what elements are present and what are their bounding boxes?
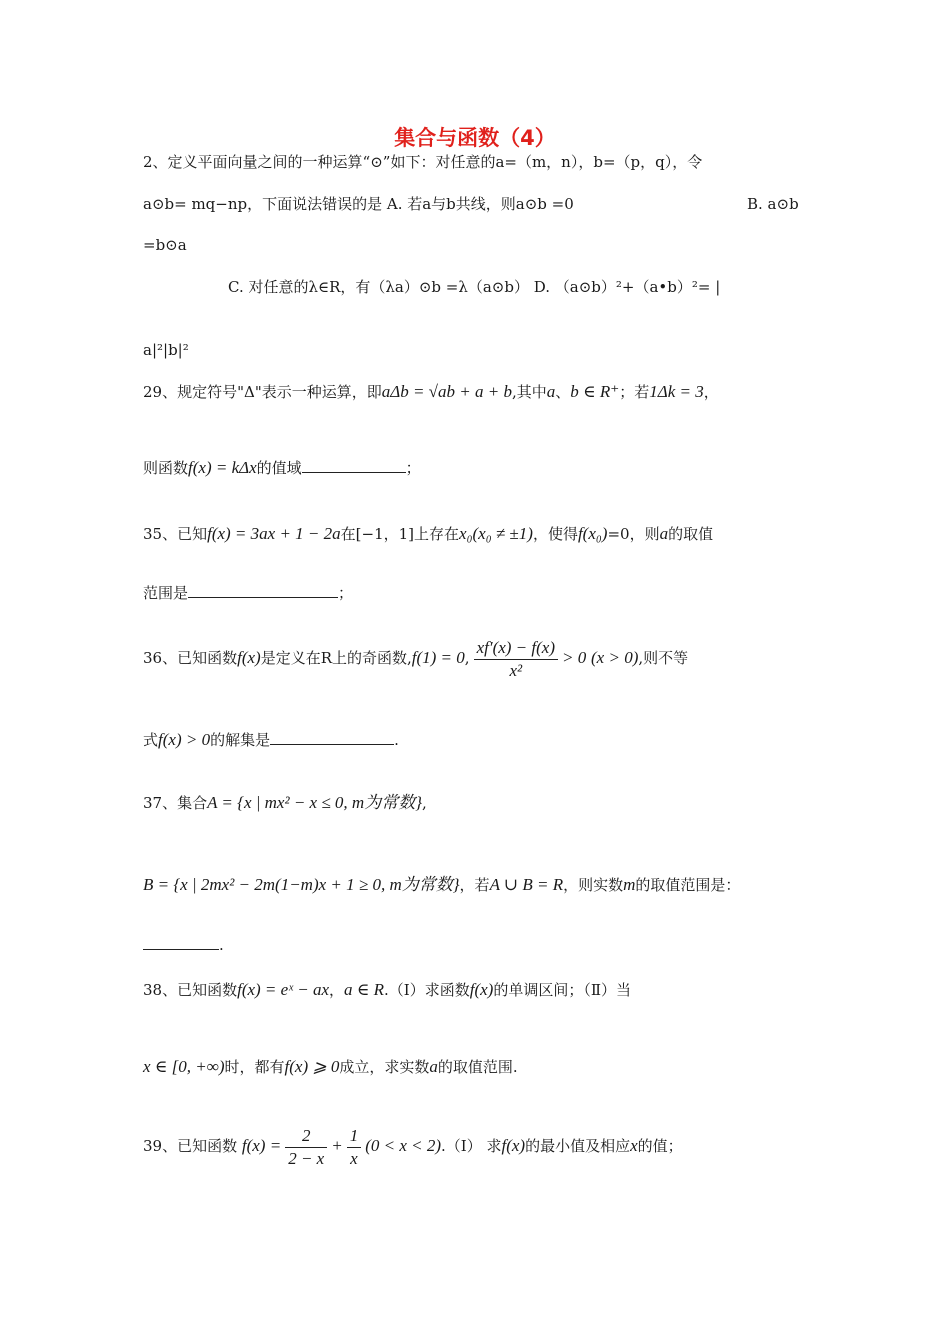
q37-line3	[143, 933, 224, 957]
q39-numerator-1: 2	[285, 1125, 327, 1148]
q38-text-g: 的取值范围.	[437, 1058, 518, 1076]
q36-f1: f(1) = 0	[411, 648, 465, 667]
q39-line1	[143, 1122, 683, 1170]
q39-fx-label: f(x) =	[241, 1136, 282, 1155]
q38-text-e: 时，都有	[224, 1058, 285, 1076]
q39-plus: +	[331, 1136, 343, 1155]
q38-var-a: a	[429, 1057, 438, 1076]
q37-set-a: A = {x | mx² − x ≤ 0, m为常数}	[207, 793, 423, 812]
q39-text-b: .（Ⅰ） 求	[441, 1137, 502, 1155]
q36-text-a: 36、已知函数	[143, 649, 238, 667]
q35-answer-blank[interactable]	[188, 583, 338, 598]
q29-text-c: 、	[555, 383, 571, 401]
q36-text-g: .	[394, 731, 399, 749]
q38-function: f(x) = eˣ − ax	[237, 980, 330, 999]
q39-text-a: 39、已知函数	[143, 1137, 238, 1155]
q38-condition: f(x) ⩾ 0	[284, 1057, 340, 1076]
q36-fx: f(x)	[237, 648, 261, 667]
q2-line3: =b⊙a	[143, 236, 187, 254]
q36-denominator: x²	[509, 660, 523, 680]
q37-text-f: .	[219, 936, 224, 954]
q39-fraction-1	[285, 1125, 327, 1170]
q37-var-m: m	[623, 875, 636, 894]
q35-text-f: 范围是	[143, 584, 189, 602]
q36-numerator: xf′(x) − f(x)	[474, 637, 558, 660]
q36-text-d: ,则不等	[638, 649, 689, 667]
q29-var-a: a	[546, 382, 556, 401]
q35-x0: x₀(x₀ ≠ ±1)	[459, 524, 533, 543]
q38-text-b: ，	[329, 981, 345, 999]
q2-option-b: B. a⊙b	[747, 195, 799, 213]
q2-line4: C. 对任意的λ∈R，有（λa）⊙b =λ（a⊙b） D. （a⊙b）²+（a•b）²= |	[228, 278, 721, 296]
q39-fraction-2	[347, 1125, 362, 1170]
q29-text-f: 则函数	[143, 459, 189, 477]
q38-line1	[143, 978, 631, 1002]
q29-var-b: b ∈ R⁺	[570, 382, 620, 401]
q37-text-e: 的取值范围是：	[635, 876, 741, 894]
q35-text-a: 35、已知	[143, 525, 208, 543]
q38-text-d: 的单调区间；（Ⅱ）当	[493, 981, 632, 999]
q37-text-b: ,	[422, 794, 427, 812]
q38-text-c: .（Ⅰ）求函数	[384, 981, 470, 999]
q29-formula-op: aΔb = √ab + a + b	[381, 382, 512, 401]
q37-text-c: ，若	[459, 876, 490, 894]
q36-domain: (x > 0)	[591, 648, 639, 667]
q29-text-e: ，	[703, 383, 719, 401]
q37-line2	[143, 873, 740, 897]
q36-answer-blank[interactable]	[270, 730, 394, 745]
q37-text-a: 37、集合	[143, 794, 208, 812]
q36-text-e: 式	[143, 731, 159, 749]
q2-line5: a|²|b|²	[143, 341, 189, 359]
q39-denominator-2: x	[350, 1148, 358, 1168]
q36-gt0: > 0	[562, 648, 587, 667]
page-title: 集合与函数（4）	[394, 126, 556, 150]
q35-text-d: =0，则	[607, 525, 660, 543]
q36-line1	[143, 633, 688, 683]
q38-line2	[143, 1055, 518, 1079]
q38-text-a: 38、已知函数	[143, 981, 238, 999]
q35-text-c: ，使得	[532, 525, 578, 543]
q2-line2: a⊙b= mq−np，下面说法错误的是 A. 若a与b共线，则a⊙b =0	[143, 195, 574, 213]
q35-text-g: ；	[338, 584, 354, 602]
q29-function: f(x) = kΔx	[188, 458, 257, 477]
q36-text-f: 的解集是	[210, 731, 271, 749]
q36-text-c: ,	[464, 649, 470, 667]
q2-line1: 2、定义平面向量之间的一种运算“⊙”如下：对任意的a=（m，n），b=（p，q），令	[143, 153, 703, 171]
q37-set-b: B = {x | 2mx² − 2m(1−m)x + 1 ≥ 0, m为常数}	[143, 875, 460, 894]
q39-domain: (0 < x < 2)	[365, 1136, 442, 1155]
q37-line1	[143, 791, 427, 815]
q39-denominator-1: 2 − x	[288, 1148, 325, 1168]
q29-line1	[143, 380, 719, 404]
q35-function: f(x) = 3ax + 1 − 2a	[207, 524, 341, 543]
q36-text-b: 是定义在R上的奇函数,	[260, 649, 412, 667]
q36-inequality: f(x) > 0	[158, 730, 211, 749]
q39-text-c: 的最小值及相应	[525, 1137, 631, 1155]
q29-text-a: 29、规定符号"Δ"表示一种运算，即	[143, 383, 382, 401]
q35-text-e: 的取值	[668, 525, 714, 543]
q39-text-d: 的值；	[637, 1137, 683, 1155]
q35-fx0: f(x₀)	[577, 524, 608, 543]
q36-fraction	[474, 637, 558, 682]
q38-interval: x ∈ [0, +∞)	[143, 1057, 225, 1076]
q38-text-f: 成立，求实数	[339, 1058, 430, 1076]
q29-line2	[143, 456, 421, 480]
q29-text-h: ；	[405, 459, 421, 477]
q36-line2	[143, 728, 399, 752]
q35-text-b: 在[−1，1]上存在	[340, 525, 460, 543]
q29-condition: 1Δk = 3	[649, 382, 704, 401]
q29-answer-blank[interactable]	[302, 458, 406, 473]
q38-domain-a: a ∈ R	[344, 980, 385, 999]
q37-text-d: ，则实数	[563, 876, 624, 894]
q39-numerator-2: 1	[347, 1125, 362, 1148]
q37-union: A ∪ B = R	[489, 875, 564, 894]
q39-fx: f(x)	[501, 1136, 526, 1155]
q29-text-b: ,其中	[511, 383, 547, 401]
q35-line2	[143, 581, 353, 605]
q39-var-x: x	[630, 1136, 638, 1155]
q37-answer-blank[interactable]	[143, 935, 219, 950]
q35-line1	[143, 522, 713, 546]
q38-fx: f(x)	[469, 980, 494, 999]
q29-text-g: 的值域	[256, 459, 302, 477]
q29-text-d: ；若	[619, 383, 650, 401]
q35-var-a: a	[659, 524, 669, 543]
